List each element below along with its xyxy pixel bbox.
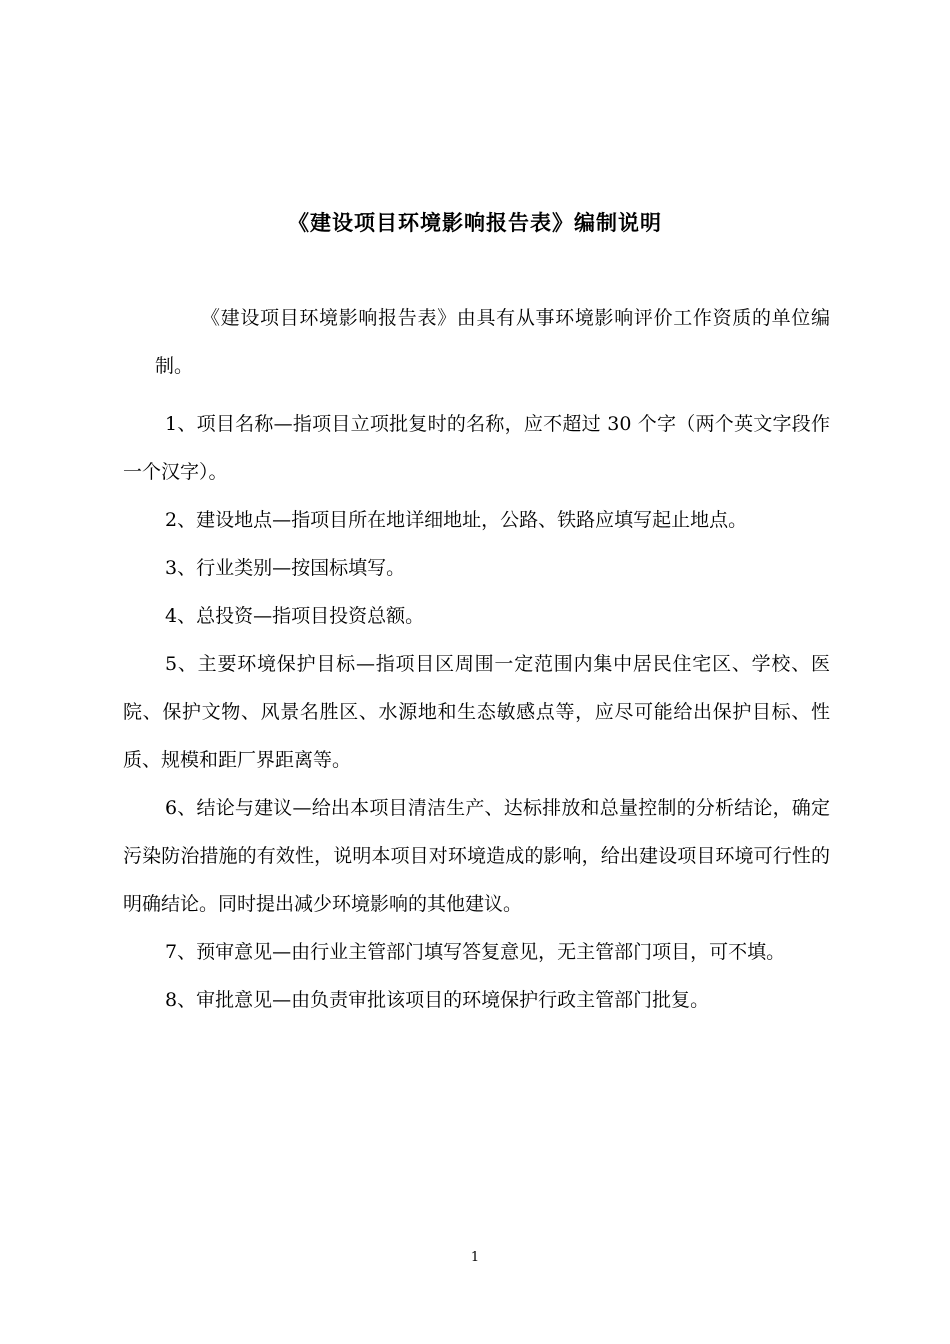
instruction-item-6: 6、结论与建议—给出本项目清洁生产、达标排放和总量控制的分析结论，确定污染防治措施的有效性，说明本项目对环境造成的影响，给出建设项目环境可行性的明确结论。同时提出减少环境影响的其他建议。 (123, 797, 830, 915)
document-title: 《建设项目环境影响报告表》编制说明 (288, 211, 662, 236)
instruction-item-8: 8、审批意见—由负责审批该项目的环境保护行政主管部门批复。 (165, 989, 710, 1011)
instruction-item-1: 1、项目名称—指项目立项批复时的名称，应不超过 30 个字（两个英文字段作一个汉字）。 (123, 413, 830, 483)
instruction-item-3: 3、行业类别—按国标填写。 (165, 557, 406, 579)
instruction-item-2: 2、建设地点—指项目所在地详细地址，公路、铁路应填写起止地点。 (165, 509, 748, 531)
instruction-item-7: 7、预审意见—由行业主管部门填写答复意见，无主管部门项目，可不填。 (165, 941, 786, 963)
instruction-item-5: 5、主要环境保护目标—指项目区周围一定范围内集中居民住宅区、学校、医院、保护文物、风景名胜区、水源地和生态敏感点等，应尽可能给出保护目标、性质、规模和距厂界距离等。 (123, 653, 830, 771)
intro-paragraph: 《建设项目环境影响报告表》由具有从事环境影响评价工作资质的单位编制。 (155, 307, 830, 377)
instruction-list (123, 400, 830, 1024)
instruction-item-4: 4、总投资—指项目投资总额。 (165, 605, 425, 627)
page-number: 1 (470, 1250, 480, 1265)
